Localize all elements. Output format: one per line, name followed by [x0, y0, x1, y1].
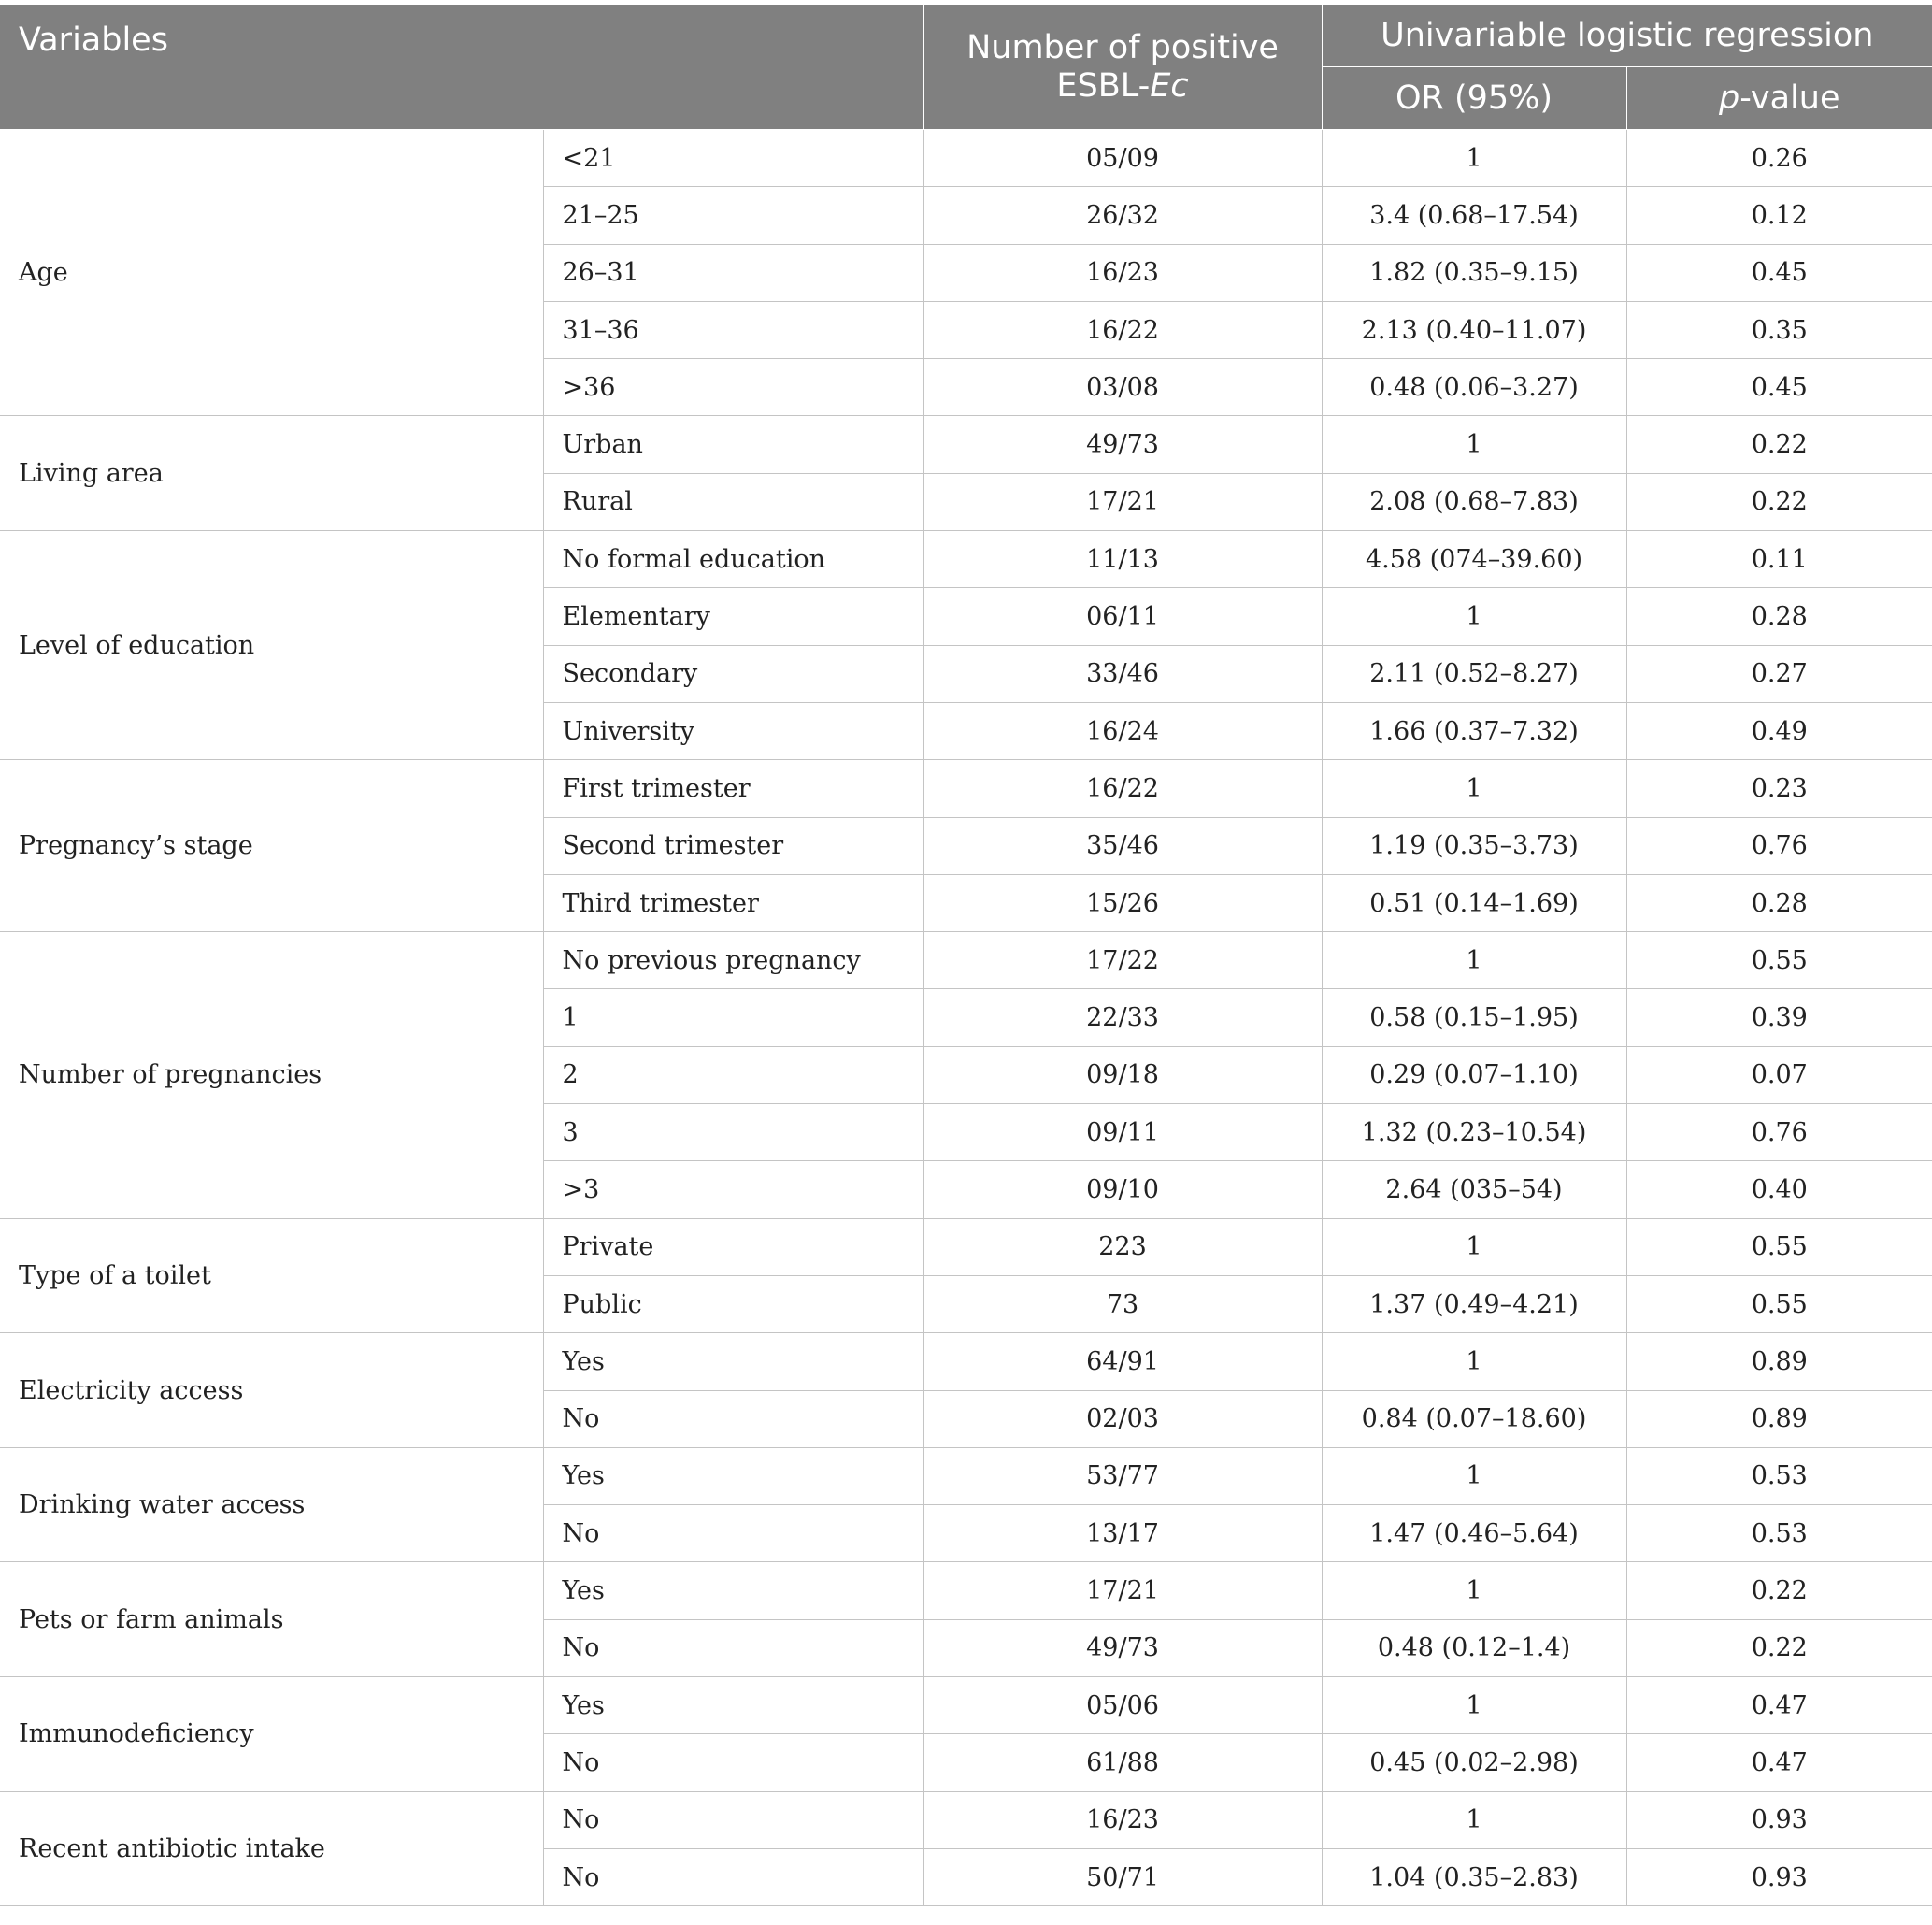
category-cell: 26–31 — [543, 244, 923, 301]
p-value-cell: 0.76 — [1626, 817, 1932, 874]
odds-ratio-cell: 1 — [1322, 1447, 1626, 1504]
p-value-cell: 0.39 — [1626, 989, 1932, 1046]
table-row — [0, 1333, 1932, 1390]
variable-name: Living area — [0, 416, 543, 531]
positive-count-cell: 09/18 — [923, 1046, 1322, 1103]
variable-name: Age — [0, 130, 543, 416]
category-cell: No previous pregnancy — [543, 932, 923, 989]
odds-ratio-cell: 0.29 (0.07–1.10) — [1322, 1046, 1626, 1103]
positive-count-cell: 09/10 — [923, 1161, 1322, 1218]
positive-count-cell: 22/33 — [923, 989, 1322, 1046]
category-cell: Yes — [543, 1333, 923, 1390]
p-value-cell: 0.55 — [1626, 1218, 1932, 1275]
category-cell: >3 — [543, 1161, 923, 1218]
p-value-cell: 0.35 — [1626, 301, 1932, 358]
odds-ratio-cell: 4.58 (074–39.60) — [1322, 531, 1626, 588]
odds-ratio-cell: 1 — [1322, 130, 1626, 187]
table-row — [0, 1562, 1932, 1619]
table-row — [0, 760, 1932, 817]
odds-ratio-cell: 1 — [1322, 760, 1626, 817]
positive-count-cell: 05/06 — [923, 1677, 1322, 1734]
p-value-cell: 0.49 — [1626, 702, 1932, 759]
variable-name: Type of a toilet — [0, 1218, 543, 1333]
variable-name: Number of pregnancies — [0, 932, 543, 1218]
odds-ratio-cell: 2.13 (0.40–11.07) — [1322, 301, 1626, 358]
positive-count-cell: 03/08 — [923, 359, 1322, 416]
variable-name: Level of education — [0, 531, 543, 760]
p-value-cell: 0.45 — [1626, 244, 1932, 301]
odds-ratio-cell: 1 — [1322, 1677, 1626, 1734]
header-variables: Variables — [0, 5, 923, 130]
table-row — [0, 1447, 1932, 1504]
header-pvalue: p-value — [1626, 67, 1932, 130]
p-value-cell: 0.55 — [1626, 1275, 1932, 1332]
table-row — [0, 130, 1932, 187]
p-value-cell: 0.53 — [1626, 1505, 1932, 1562]
positive-count-cell: 05/09 — [923, 130, 1322, 187]
odds-ratio-cell: 1 — [1322, 1791, 1626, 1848]
table-row — [0, 1218, 1932, 1275]
category-cell: No — [543, 1390, 923, 1447]
positive-count-cell: 61/88 — [923, 1734, 1322, 1791]
positive-count-cell: 35/46 — [923, 817, 1322, 874]
category-cell: Second trimester — [543, 817, 923, 874]
positive-count-cell: 15/26 — [923, 874, 1322, 931]
odds-ratio-cell: 2.11 (0.52–8.27) — [1322, 645, 1626, 702]
variable-name: Drinking water access — [0, 1447, 543, 1562]
odds-ratio-cell: 1.32 (0.23–10.54) — [1322, 1104, 1626, 1161]
category-cell: No — [543, 1734, 923, 1791]
p-value-cell: 0.11 — [1626, 531, 1932, 588]
header-univariable: Univariable logistic regression — [1322, 5, 1932, 67]
odds-ratio-cell: 0.58 (0.15–1.95) — [1322, 989, 1626, 1046]
variable-name: Immunodeficiency — [0, 1677, 543, 1792]
p-value-cell: 0.12 — [1626, 187, 1932, 244]
category-cell: Elementary — [543, 588, 923, 645]
odds-ratio-cell: 0.84 (0.07–18.60) — [1322, 1390, 1626, 1447]
positive-count-cell: 09/11 — [923, 1104, 1322, 1161]
positive-count-cell: 26/32 — [923, 187, 1322, 244]
p-value-cell: 0.93 — [1626, 1848, 1932, 1905]
odds-ratio-cell: 3.4 (0.68–17.54) — [1322, 187, 1626, 244]
p-value-cell: 0.22 — [1626, 1619, 1932, 1676]
p-value-cell: 0.47 — [1626, 1734, 1932, 1791]
regression-table — [0, 5, 1932, 1906]
positive-count-cell: 64/91 — [923, 1333, 1322, 1390]
p-value-cell: 0.40 — [1626, 1161, 1932, 1218]
category-cell: No — [543, 1619, 923, 1676]
odds-ratio-cell: 1.04 (0.35–2.83) — [1322, 1848, 1626, 1905]
p-value-cell: 0.76 — [1626, 1104, 1932, 1161]
table-body — [0, 130, 1932, 1906]
category-cell: First trimester — [543, 760, 923, 817]
p-value-cell: 0.22 — [1626, 473, 1932, 530]
header-or: OR (95%) — [1322, 67, 1626, 130]
category-cell: Third trimester — [543, 874, 923, 931]
category-cell: 21–25 — [543, 187, 923, 244]
table-row — [0, 531, 1932, 588]
p-value-cell: 0.23 — [1626, 760, 1932, 817]
positive-count-cell: 02/03 — [923, 1390, 1322, 1447]
category-cell: 1 — [543, 989, 923, 1046]
odds-ratio-cell: 1.66 (0.37–7.32) — [1322, 702, 1626, 759]
variable-name: Pets or farm animals — [0, 1562, 543, 1677]
category-cell: No — [543, 1848, 923, 1905]
positive-count-cell: 17/21 — [923, 1562, 1322, 1619]
p-value-cell: 0.26 — [1626, 130, 1932, 187]
positive-count-cell: 16/22 — [923, 301, 1322, 358]
positive-count-cell: 53/77 — [923, 1447, 1322, 1504]
category-cell: No formal education — [543, 531, 923, 588]
odds-ratio-cell: 2.64 (035–54) — [1322, 1161, 1626, 1218]
category-cell: Private — [543, 1218, 923, 1275]
category-cell: Public — [543, 1275, 923, 1332]
table-header — [0, 5, 1932, 130]
p-value-cell: 0.28 — [1626, 874, 1932, 931]
p-value-cell: 0.89 — [1626, 1333, 1932, 1390]
category-cell: No — [543, 1791, 923, 1848]
positive-count-cell: 16/24 — [923, 702, 1322, 759]
positive-count-cell: 49/73 — [923, 1619, 1322, 1676]
p-value-cell: 0.22 — [1626, 1562, 1932, 1619]
odds-ratio-cell: 1 — [1322, 1562, 1626, 1619]
p-value-cell: 0.55 — [1626, 932, 1932, 989]
p-value-cell: 0.89 — [1626, 1390, 1932, 1447]
table-row — [0, 1677, 1932, 1734]
variable-name: Recent antibiotic intake — [0, 1791, 543, 1906]
variable-name: Electricity access — [0, 1333, 543, 1448]
p-value-cell: 0.53 — [1626, 1447, 1932, 1504]
category-cell: No — [543, 1505, 923, 1562]
category-cell: Yes — [543, 1677, 923, 1734]
positive-count-cell: 11/13 — [923, 531, 1322, 588]
positive-count-cell: 73 — [923, 1275, 1322, 1332]
odds-ratio-cell: 1 — [1322, 1333, 1626, 1390]
odds-ratio-cell: 2.08 (0.68–7.83) — [1322, 473, 1626, 530]
p-value-cell: 0.45 — [1626, 359, 1932, 416]
odds-ratio-cell: 0.51 (0.14–1.69) — [1322, 874, 1626, 931]
category-cell: Urban — [543, 416, 923, 473]
odds-ratio-cell: 0.45 (0.02–2.98) — [1322, 1734, 1626, 1791]
odds-ratio-cell: 1.82 (0.35–9.15) — [1322, 244, 1626, 301]
p-value-cell: 0.28 — [1626, 588, 1932, 645]
table-row — [0, 1791, 1932, 1848]
odds-ratio-cell: 1 — [1322, 416, 1626, 473]
table-row — [0, 932, 1932, 989]
odds-ratio-cell: 0.48 (0.06–3.27) — [1322, 359, 1626, 416]
category-cell: Secondary — [543, 645, 923, 702]
p-value-cell: 0.22 — [1626, 416, 1932, 473]
odds-ratio-cell: 1 — [1322, 1218, 1626, 1275]
positive-count-cell: 16/23 — [923, 1791, 1322, 1848]
positive-count-cell: 49/73 — [923, 416, 1322, 473]
p-value-cell: 0.93 — [1626, 1791, 1932, 1848]
positive-count-cell: 50/71 — [923, 1848, 1322, 1905]
positive-count-cell: 33/46 — [923, 645, 1322, 702]
positive-count-cell: 16/22 — [923, 760, 1322, 817]
category-cell: <21 — [543, 130, 923, 187]
odds-ratio-cell: 1.37 (0.49–4.21) — [1322, 1275, 1626, 1332]
header-number-positive: Number of positive ESBL-Ec — [923, 5, 1322, 130]
category-cell: >36 — [543, 359, 923, 416]
category-cell: Yes — [543, 1447, 923, 1504]
positive-count-cell: 16/23 — [923, 244, 1322, 301]
positive-count-cell: 223 — [923, 1218, 1322, 1275]
odds-ratio-cell: 0.48 (0.12–1.4) — [1322, 1619, 1626, 1676]
category-cell: 3 — [543, 1104, 923, 1161]
odds-ratio-cell: 1 — [1322, 588, 1626, 645]
category-cell: Yes — [543, 1562, 923, 1619]
positive-count-cell: 17/22 — [923, 932, 1322, 989]
category-cell: 2 — [543, 1046, 923, 1103]
p-value-cell: 0.27 — [1626, 645, 1932, 702]
category-cell: 31–36 — [543, 301, 923, 358]
odds-ratio-cell: 1.19 (0.35–3.73) — [1322, 817, 1626, 874]
positive-count-cell: 06/11 — [923, 588, 1322, 645]
table-row — [0, 416, 1932, 473]
category-cell: Rural — [543, 473, 923, 530]
p-value-cell: 0.07 — [1626, 1046, 1932, 1103]
odds-ratio-cell: 1 — [1322, 932, 1626, 989]
odds-ratio-cell: 1.47 (0.46–5.64) — [1322, 1505, 1626, 1562]
variable-name: Pregnancy’s stage — [0, 760, 543, 932]
positive-count-cell: 17/21 — [923, 473, 1322, 530]
category-cell: University — [543, 702, 923, 759]
positive-count-cell: 13/17 — [923, 1505, 1322, 1562]
p-value-cell: 0.47 — [1626, 1677, 1932, 1734]
